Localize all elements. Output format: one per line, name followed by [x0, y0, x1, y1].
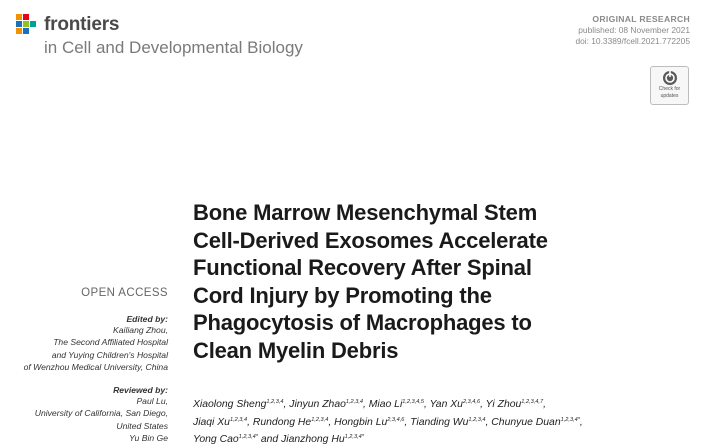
- open-access-label: OPEN ACCESS: [81, 287, 168, 299]
- badge-line-1: Check for: [658, 86, 681, 92]
- author-name[interactable]: Hongbin Lu: [334, 416, 388, 428]
- author-affiliation: 2,3,4,6: [462, 399, 481, 405]
- author-name[interactable]: Rundong He: [252, 416, 312, 428]
- title-line: Cord Injury by Promoting the: [193, 282, 492, 308]
- author-name[interactable]: Tianding Wu: [410, 416, 469, 428]
- editor-line: The Second Affiliated Hospital: [53, 337, 168, 348]
- author-affiliation: 1,2,3,4*: [238, 434, 258, 440]
- author-affiliation: 1,2,3,4: [266, 399, 284, 405]
- author-affiliation: 2,3,4,6: [387, 416, 405, 423]
- author-separator: ,: [543, 399, 546, 410]
- author-line: [193, 413, 713, 431]
- author-name[interactable]: Yong Cao: [193, 434, 239, 445]
- reviewer-line: University of California, San Diego,: [34, 408, 168, 419]
- author-affiliation: 1,2,3,4,7: [521, 399, 544, 405]
- editor-line: Kailiang Zhou,: [113, 325, 168, 335]
- author-separator: ,: [480, 399, 486, 410]
- author-name[interactable]: Chunyue Duan: [491, 416, 561, 428]
- author-affiliation: 1,2,3,4*: [560, 416, 580, 423]
- article-type: ORIGINAL RESEARCH: [592, 14, 690, 24]
- author-affiliation: 1,2,3,4: [468, 416, 486, 423]
- author-separator: ,: [247, 416, 253, 428]
- title-line: Cell-Derived Exosomes Accelerate: [193, 227, 548, 253]
- doi-link[interactable]: doi: 10.3389/fcell.2021.772205: [575, 36, 690, 46]
- title-line: Clean Myelin Debris: [193, 337, 399, 363]
- reviewer-line: Paul Lu,: [136, 396, 168, 406]
- reviewed-by-label: Reviewed by:: [113, 385, 168, 395]
- author-affiliation: 1,2,3,4,5: [402, 399, 425, 405]
- reviewed-by-section: [0, 385, 168, 445]
- title-line: Phagocytosis of Macrophages to: [193, 310, 532, 335]
- author-line: [193, 430, 713, 448]
- title-line: Bone Marrow Mesenchymal Stem: [193, 200, 538, 225]
- author-separator: ,: [362, 399, 369, 410]
- journal-logo[interactable]: [14, 8, 334, 56]
- author-line: [193, 395, 713, 413]
- author-affiliation: 1,2,3,4: [345, 399, 363, 405]
- author-separator: ,: [404, 416, 411, 428]
- author-name[interactable]: Jiaqi Xu: [193, 416, 230, 428]
- author-name[interactable]: Jinyun Zhao: [289, 399, 346, 410]
- journal-subtitle: in Cell and Developmental Biology: [44, 38, 303, 57]
- edited-by-label: Edited by:: [126, 314, 168, 324]
- author-name[interactable]: Miao Li: [368, 399, 403, 410]
- author-affiliation: 1,2,3,4: [229, 416, 248, 423]
- author-list: [193, 395, 713, 448]
- author-name[interactable]: Xiaolong Sheng: [193, 399, 267, 410]
- author-name[interactable]: Jianzhong Hu: [281, 434, 345, 445]
- author-separator: and: [257, 434, 282, 445]
- author-affiliation: 1,2,3,4: [311, 416, 329, 423]
- author-affiliation: 1,2,3,4*: [344, 434, 364, 440]
- check-updates-icon: [662, 70, 678, 86]
- published-date: published: 08 November 2021: [578, 25, 690, 35]
- editor-line: and Yuying Children's Hospital: [51, 349, 168, 360]
- badge-line-2: updates: [660, 92, 679, 99]
- author-separator: ,: [283, 399, 290, 410]
- author-separator: ,: [424, 399, 430, 410]
- author-name[interactable]: Yan Xu: [429, 399, 463, 410]
- reviewer-line: United States: [116, 420, 168, 431]
- author-separator: ,: [579, 416, 583, 428]
- edited-by-section: [0, 314, 168, 374]
- article-meta: [575, 14, 690, 46]
- article-title: [193, 199, 693, 364]
- journal-brand: frontiers: [44, 14, 120, 35]
- title-line: Functional Recovery After Spinal: [193, 255, 532, 280]
- author-name[interactable]: Yi Zhou: [485, 399, 522, 410]
- reviewer-line: Yu Bin Ge: [129, 433, 168, 444]
- check-for-updates-badge[interactable]: [650, 66, 689, 105]
- author-separator: ,: [328, 416, 335, 428]
- author-separator: ,: [485, 416, 492, 428]
- editor-line: of Wenzhou Medical University, China: [23, 362, 168, 373]
- frontiers-logo-icon: [14, 12, 42, 40]
